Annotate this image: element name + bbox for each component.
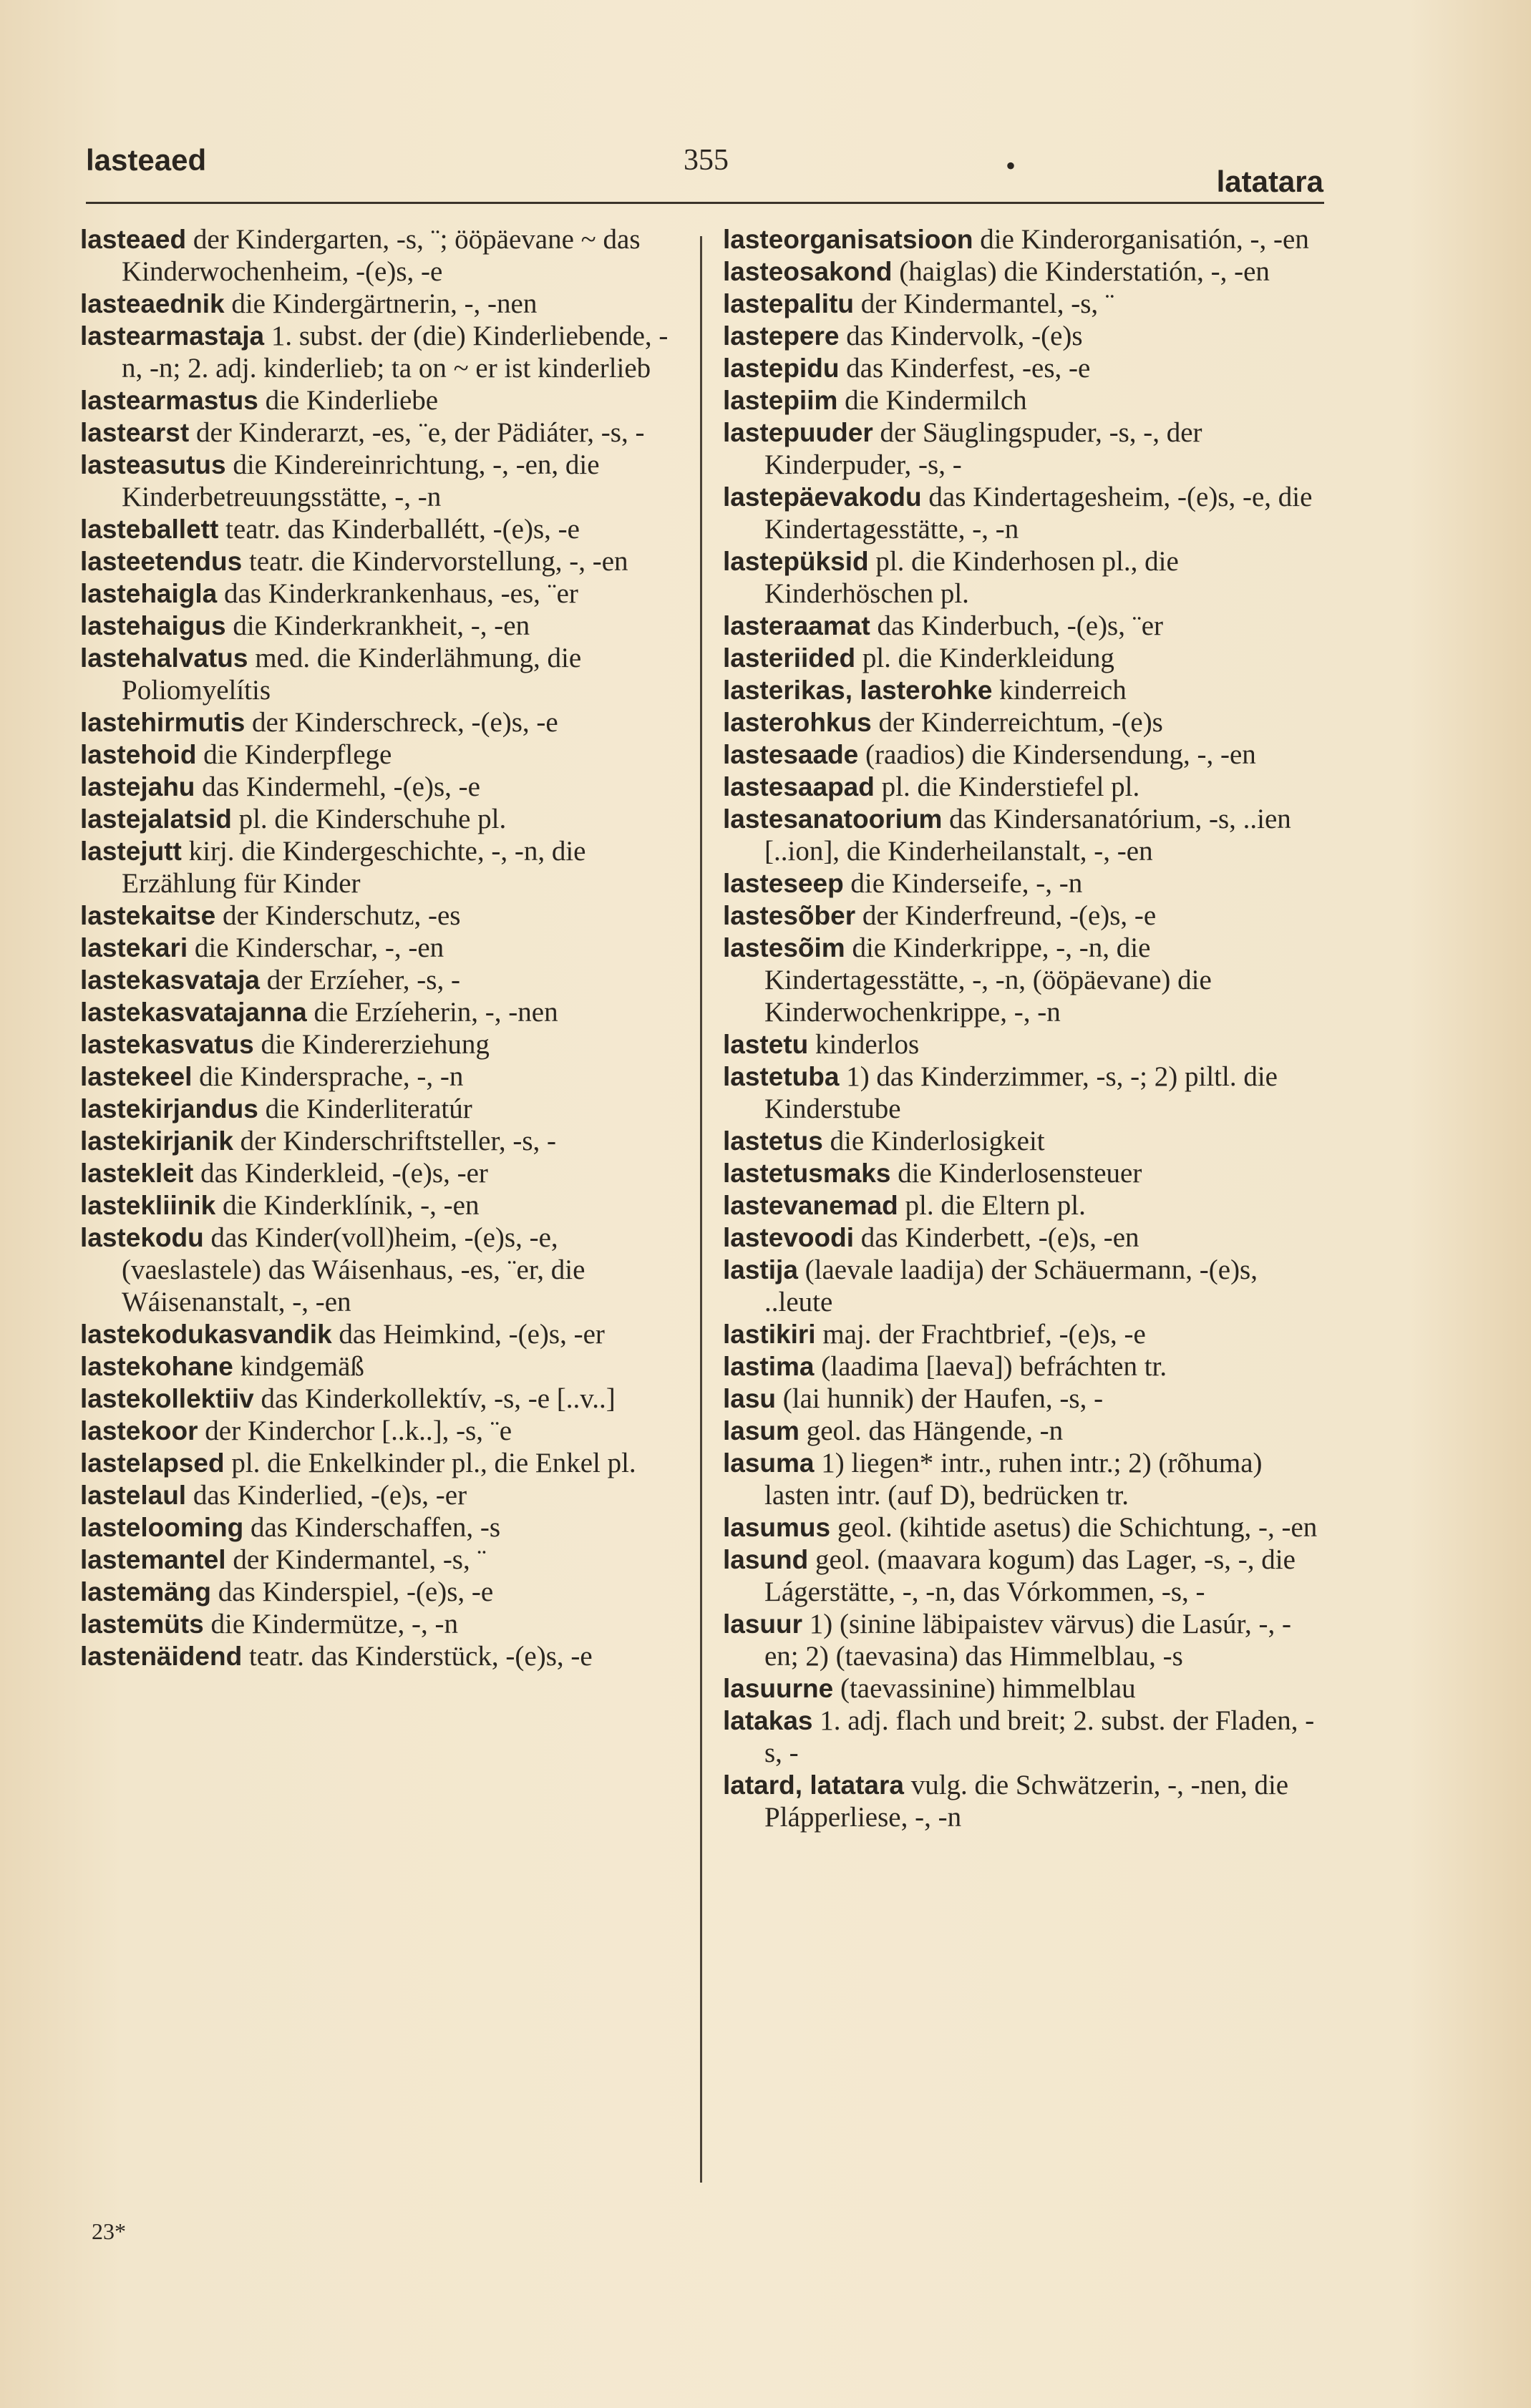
dictionary-entry	[80, 223, 681, 288]
entry-headword: lastehoid	[80, 740, 197, 769]
entry-definition: (lai hunnik) der Haufen, -s, -	[776, 1383, 1104, 1414]
dictionary-entry	[80, 449, 681, 513]
entry-definition: pl. die Kinderschuhe pl.	[231, 804, 507, 834]
entry-headword: lastemantel	[80, 1545, 226, 1574]
entry-definition: die Kindererziehung	[253, 1029, 490, 1060]
entry-headword: lastima	[723, 1352, 815, 1381]
entry-definition: teatr. die Kindervorstellung, -, -en	[242, 546, 628, 577]
dictionary-entry	[80, 803, 681, 835]
dictionary-entry	[80, 1350, 681, 1383]
entry-definition: maj. der Frachtbrief, -(e)s, -e	[815, 1319, 1146, 1350]
entry-definition: pl. die Kinderhosen pl., die Kinderhöschen pl.	[764, 546, 1179, 609]
entry-definition: der Kindermantel, -s, ¨	[225, 1544, 487, 1575]
entry-definition: 1) das Kinderzimmer, -s, -; 2) piltl. die Kinderstube	[764, 1061, 1278, 1124]
entry-headword: lasteseep	[723, 869, 844, 898]
dictionary-entry	[80, 1028, 681, 1061]
column-divider	[700, 236, 702, 2183]
entry-definition: pl. die Kinderkleidung	[855, 643, 1114, 673]
entry-headword: lastemüts	[80, 1609, 204, 1639]
dictionary-entry	[80, 545, 681, 577]
entry-headword: lastekasvataja	[80, 965, 260, 995]
entry-headword: lasu	[723, 1384, 777, 1413]
dictionary-entry	[80, 739, 681, 771]
entry-definition: geol. (kihtide asetus) die Schichtung, -, -en	[830, 1512, 1318, 1543]
entry-headword: lasuur	[723, 1609, 803, 1639]
entry-headword: lastekari	[80, 933, 188, 962]
entry-definition: kindgemäß	[233, 1351, 364, 1382]
entry-headword: lastemäng	[80, 1577, 212, 1607]
dictionary-entry	[80, 288, 681, 320]
entry-headword: lastesaade	[723, 740, 859, 769]
dictionary-entry	[80, 835, 681, 900]
dictionary-entry	[723, 1383, 1324, 1415]
entry-definition: das Kinderschaffen, -s	[243, 1512, 501, 1543]
entry-definition: das Kinderbuch, -(e)s, ¨er	[870, 610, 1164, 641]
entry-headword: lastekaitse	[80, 901, 216, 930]
entry-definition: der Säuglingspuder, -s, -, der Kinderpuder, -s, -	[764, 417, 1202, 480]
dictionary-entry	[723, 1189, 1324, 1222]
entry-definition: die Kinderkrankheit, -, -en	[225, 610, 530, 641]
entry-headword: lastepuuder	[723, 418, 873, 447]
entry-definition: der Kinderarzt, -es, ¨e, der Pädiáter, -s, -	[189, 417, 645, 448]
entry-headword: lastekoor	[80, 1416, 198, 1446]
dictionary-entry	[80, 1061, 681, 1093]
entry-definition: der Kinderschreck, -(e)s, -e	[245, 707, 558, 738]
entry-definition: teatr. das Kinderstück, -(e)s, -e	[242, 1641, 593, 1672]
dictionary-entry	[80, 320, 681, 384]
entry-headword: lasum	[723, 1416, 799, 1446]
dictionary-entry	[723, 1157, 1324, 1189]
entry-definition: das Kinderlied, -(e)s, -er	[186, 1480, 467, 1511]
entry-headword: lastekasvatus	[80, 1030, 254, 1059]
entry-headword: lastekirjanik	[80, 1126, 233, 1156]
entry-definition: das Kindermehl, -(e)s, -e	[195, 771, 480, 802]
header-rule	[86, 202, 1324, 204]
dictionary-entry	[80, 642, 681, 706]
dictionary-entry	[723, 320, 1324, 352]
entry-headword: lastejalatsid	[80, 804, 232, 834]
entry-headword: lastejahu	[80, 772, 195, 801]
entry-headword: lastearmastus	[80, 386, 258, 415]
entry-definition: das Kindervolk, -(e)s	[839, 321, 1083, 351]
entry-headword: lastikiri	[723, 1320, 816, 1349]
entry-definition: pl. die Eltern pl.	[898, 1190, 1086, 1221]
running-head-left: lasteaed	[86, 143, 207, 177]
entry-headword: lasteriided	[723, 643, 856, 673]
right-column	[723, 223, 1324, 1833]
entry-headword: lasterikas, lasterohke	[723, 676, 993, 705]
entry-headword: lastepiim	[723, 386, 838, 415]
entry-headword: lastearst	[80, 418, 190, 447]
entry-headword: lasteasutus	[80, 450, 226, 479]
entry-definition: 1. adj. flach und breit; 2. subst. der Fladen, -s, -	[764, 1705, 1315, 1768]
entry-definition: 1) (sinine läbipaistev värvus) die Lasúr, -, -en; 2) (taevasina) das Himmelblau, -s	[764, 1609, 1291, 1672]
dictionary-entry	[80, 1640, 681, 1672]
dictionary-entry	[723, 674, 1324, 706]
entry-headword: lastevoodi	[723, 1223, 854, 1252]
entry-definition: das Kindersanatórium, -s, ..ien [..ion], die Kinderheilanstalt, -, -en	[764, 804, 1291, 867]
dictionary-entry	[80, 1189, 681, 1222]
entry-definition: der Kinderchor [..k..], -s, ¨e	[198, 1415, 512, 1446]
entry-headword: lastekohane	[80, 1352, 233, 1381]
entry-headword: lastekeel	[80, 1062, 193, 1091]
entry-definition: das Kinder(voll)heim, -(e)s, -e, (vaeslastele) das Wáisenhaus, -es, ¨er, die Wáisenanstalt, -, -en	[122, 1222, 585, 1317]
entry-definition: der Kinderfreund, -(e)s, -e	[855, 900, 1157, 931]
entry-definition: das Kinderkrankenhaus, -es, ¨er	[217, 578, 578, 609]
dictionary-entry	[80, 610, 681, 642]
entry-definition: die Kinderpflege	[196, 739, 392, 770]
entry-definition: die Kinderliebe	[258, 385, 439, 416]
entry-definition: pl. die Kinderstiefel pl.	[874, 771, 1140, 802]
entry-definition: das Kinderkollektív, -s, -e [..v..]	[253, 1383, 616, 1414]
dictionary-entry	[80, 1222, 681, 1318]
dictionary-entry	[723, 900, 1324, 932]
entry-headword: lastesanatoorium	[723, 804, 943, 834]
entry-headword: lastetusmaks	[723, 1159, 891, 1188]
entry-headword: lastekasvatajanna	[80, 998, 307, 1027]
entry-definition: die Kinderorganisatión, -, -en	[973, 224, 1309, 255]
dictionary-entry	[723, 803, 1324, 867]
entry-headword: latakas	[723, 1706, 813, 1735]
entry-headword: lasteballett	[80, 515, 219, 544]
entry-definition: die Kindergärtnerin, -, -nen	[224, 288, 538, 319]
entry-headword: lastesõber	[723, 901, 856, 930]
entry-definition: 1) liegen* intr., ruhen intr.; 2) (rõhuma) lasten intr. (auf D), bedrücken tr.	[764, 1448, 1263, 1511]
dictionary-entry	[723, 545, 1324, 610]
entry-headword: lastesõim	[723, 933, 845, 962]
entry-definition: die Kinderliteratúr	[258, 1093, 472, 1124]
entry-definition: kirj. die Kindergeschichte, -, -n, die Erzählung für Kinder	[122, 836, 586, 899]
entry-definition: kinderlos	[808, 1029, 920, 1060]
entry-definition: (laadima [laeva]) befráchten tr.	[814, 1351, 1167, 1382]
entry-headword: lastekollektiiv	[80, 1384, 254, 1413]
dictionary-entry	[723, 771, 1324, 803]
entry-headword: lastepüksid	[723, 547, 869, 576]
entry-definition: die Kinderkrippe, -, -n, die Kindertagesstätte, -, -n, (ööpäevane) die Kinderwochenkrippe, -, -n	[764, 932, 1212, 1028]
dictionary-entry	[80, 996, 681, 1028]
dictionary-entry	[80, 1415, 681, 1447]
dictionary-entry	[723, 1608, 1324, 1672]
dictionary-entry	[723, 1672, 1324, 1705]
entry-definition: teatr. das Kinderballétt, -(e)s, -e	[218, 514, 580, 545]
entry-headword: lastetus	[723, 1126, 823, 1156]
entry-headword: lasund	[723, 1545, 809, 1574]
entry-headword: lastepalitu	[723, 289, 854, 318]
entry-headword: lastetu	[723, 1030, 809, 1059]
entry-definition: die Kindermilch	[837, 385, 1027, 416]
dictionary-entry	[80, 513, 681, 545]
entry-headword: lastekodukasvandik	[80, 1320, 332, 1349]
entry-definition: die Kinderschar, -, -en	[188, 932, 444, 963]
dictionary-entry	[80, 384, 681, 416]
dictionary-entry	[723, 1544, 1324, 1608]
dictionary-entry	[723, 1705, 1324, 1769]
entry-definition: das Kinderfest, -es, -e	[839, 353, 1091, 384]
entry-definition: (raadios) die Kindersendung, -, -en	[858, 739, 1256, 770]
entry-headword: lastehalvatus	[80, 643, 248, 673]
entry-headword: latard, latatara	[723, 1770, 904, 1800]
dictionary-entry	[723, 1125, 1324, 1157]
dictionary-entry	[723, 739, 1324, 771]
dictionary-entry	[723, 288, 1324, 320]
dictionary-entry	[723, 932, 1324, 1028]
entry-headword: lastekodu	[80, 1223, 204, 1252]
entry-headword: lasteaednik	[80, 289, 225, 318]
entry-definition: der Erzíeher, -s, -	[259, 965, 460, 995]
entry-definition: 1. subst. der (die) Kinderliebende, -n, -n; 2. adj. kinderlieb; ta on ~ er ist kinderlieb	[122, 321, 669, 384]
page-number: 355	[684, 144, 729, 177]
dictionary-entry	[723, 1318, 1324, 1350]
dictionary-entry	[80, 1125, 681, 1157]
entry-headword: lastelaul	[80, 1481, 187, 1510]
dictionary-entry	[723, 867, 1324, 900]
dictionary-entry	[80, 1511, 681, 1544]
entry-definition: (haiglas) die Kinderstatión, -, -en	[892, 256, 1270, 287]
dictionary-entry	[723, 255, 1324, 288]
dictionary-entry	[80, 1318, 681, 1350]
entry-definition: die Kinderklínik, -, -en	[215, 1190, 480, 1221]
dictionary-entry	[80, 771, 681, 803]
entry-headword: lastearmastaja	[80, 321, 265, 351]
dictionary-entry	[723, 610, 1324, 642]
dictionary-entry	[80, 1157, 681, 1189]
entry-headword: lastenäidend	[80, 1642, 243, 1671]
entry-headword: lastekirjandus	[80, 1094, 258, 1123]
entry-definition: das Heimkind, -(e)s, -er	[331, 1319, 605, 1350]
entry-headword: lasteosakond	[723, 257, 893, 286]
dictionary-entry	[723, 1350, 1324, 1383]
dictionary-entry	[723, 1254, 1324, 1318]
signature-mark: 23*	[92, 2218, 126, 2244]
entry-headword: lastepäevakodu	[723, 482, 922, 512]
entry-definition: pl. die Enkelkinder pl., die Enkel pl.	[224, 1448, 636, 1478]
entry-definition: die Kinderlosensteuer	[890, 1158, 1142, 1189]
header-dot: •	[1006, 150, 1016, 182]
entry-headword: lasuma	[723, 1448, 815, 1478]
dictionary-entry	[80, 416, 681, 449]
entry-definition: das Kindertagesheim, -(e)s, -e, die Kindertagesstätte, -, -n	[764, 482, 1313, 545]
entry-headword: lastehaigla	[80, 579, 218, 608]
entry-definition: kinderreich	[992, 675, 1127, 706]
entry-headword: lastija	[723, 1255, 798, 1285]
dictionary-entry	[80, 1383, 681, 1415]
entry-definition: das Kinderkleid, -(e)s, -er	[193, 1158, 488, 1189]
dictionary-entry	[723, 1061, 1324, 1125]
dictionary-entry	[80, 964, 681, 996]
entry-definition: der Kinderschriftsteller, -s, -	[233, 1126, 557, 1156]
dictionary-entry	[723, 706, 1324, 739]
running-head-right: latatara	[1216, 165, 1323, 198]
entry-headword: lasuurne	[723, 1674, 834, 1703]
dictionary-entry	[723, 352, 1324, 384]
dictionary-entry	[80, 1447, 681, 1479]
dictionary-entry	[723, 1447, 1324, 1511]
dictionary-entry	[723, 481, 1324, 545]
entry-definition: (taevassinine) himmelblau	[833, 1673, 1136, 1704]
entry-definition: die Kindermütze, -, -n	[203, 1609, 458, 1639]
entry-headword: lastekleit	[80, 1159, 194, 1188]
entry-headword: lastepidu	[723, 354, 840, 383]
entry-headword: lastejutt	[80, 837, 182, 866]
dictionary-entry	[723, 642, 1324, 674]
entry-headword: lastelooming	[80, 1513, 244, 1542]
entry-definition: der Kinderreichtum, -(e)s	[871, 707, 1163, 738]
entry-definition: (laevale laadija) der Schäuermann, -(e)s, ..leute	[764, 1254, 1258, 1317]
dictionary-entry	[80, 1093, 681, 1125]
entry-headword: lastekliinik	[80, 1191, 216, 1220]
dictionary-entry	[723, 1222, 1324, 1254]
dictionary-entry	[80, 1608, 681, 1640]
entry-definition: der Kindergarten, -s, ¨; ööpäevane ~ das Kinderwochenheim, -(e)s, -e	[122, 224, 641, 287]
entry-headword: lastetuba	[723, 1062, 840, 1091]
dictionary-entry	[723, 1415, 1324, 1447]
entry-definition: das Kinderspiel, -(e)s, -e	[211, 1576, 494, 1607]
entry-headword: lastelapsed	[80, 1448, 225, 1478]
entry-definition: die Kindersprache, -, -n	[192, 1061, 464, 1092]
dictionary-entry	[723, 223, 1324, 255]
left-column	[80, 223, 681, 1672]
dictionary-entry	[723, 1769, 1324, 1833]
dictionary-entry	[723, 1511, 1324, 1544]
entry-definition: die Kindereinrichtung, -, -en, die Kinderbetreuungsstätte, -, -n	[122, 449, 600, 512]
entry-definition: vulg. die Schwätzerin, -, -nen, die Plápperliese, -, -n	[764, 1770, 1289, 1833]
dictionary-entry	[723, 1028, 1324, 1061]
dictionary-entry	[723, 384, 1324, 416]
entry-definition: geol. (maavara kogum) das Lager, -s, -, die Lágerstätte, -, -n, das Vórkommen, -s, -	[764, 1544, 1296, 1607]
entry-headword: lasumus	[723, 1513, 831, 1542]
entry-definition: med. die Kinderlähmung, die Poliomyelítis	[122, 643, 582, 706]
entry-headword: lastepere	[723, 321, 840, 351]
entry-headword: lastehaigus	[80, 611, 226, 640]
dictionary-entry	[80, 932, 681, 964]
entry-headword: lastesaapad	[723, 772, 875, 801]
entry-definition: der Kinderschutz, -es	[215, 900, 461, 931]
entry-definition: die Kinderlosigkeit	[822, 1126, 1045, 1156]
dictionary-entry	[723, 416, 1324, 481]
entry-headword: lasteorganisatsioon	[723, 225, 973, 254]
entry-headword: lasterohkus	[723, 708, 872, 737]
entry-definition: die Kinderseife, -, -n	[843, 868, 1083, 899]
dictionary-entry	[80, 900, 681, 932]
entry-definition: die Erzíeherin, -, -nen	[306, 997, 558, 1028]
dictionary-entry	[80, 706, 681, 739]
entry-definition: geol. das Hängende, -n	[799, 1415, 1064, 1446]
entry-headword: lasteetendus	[80, 547, 243, 576]
entry-headword: lasteaed	[80, 225, 187, 254]
entry-definition: der Kindermantel, -s, ¨	[854, 288, 1114, 319]
dictionary-entry	[80, 1479, 681, 1511]
dictionary-entry	[80, 1576, 681, 1608]
entry-headword: lastehirmutis	[80, 708, 246, 737]
entry-headword: lasteraamat	[723, 611, 870, 640]
entry-definition: das Kinderbett, -(e)s, -en	[854, 1222, 1139, 1253]
dictionary-entry	[80, 1544, 681, 1576]
dictionary-entry	[80, 577, 681, 610]
entry-headword: lastevanemad	[723, 1191, 898, 1220]
